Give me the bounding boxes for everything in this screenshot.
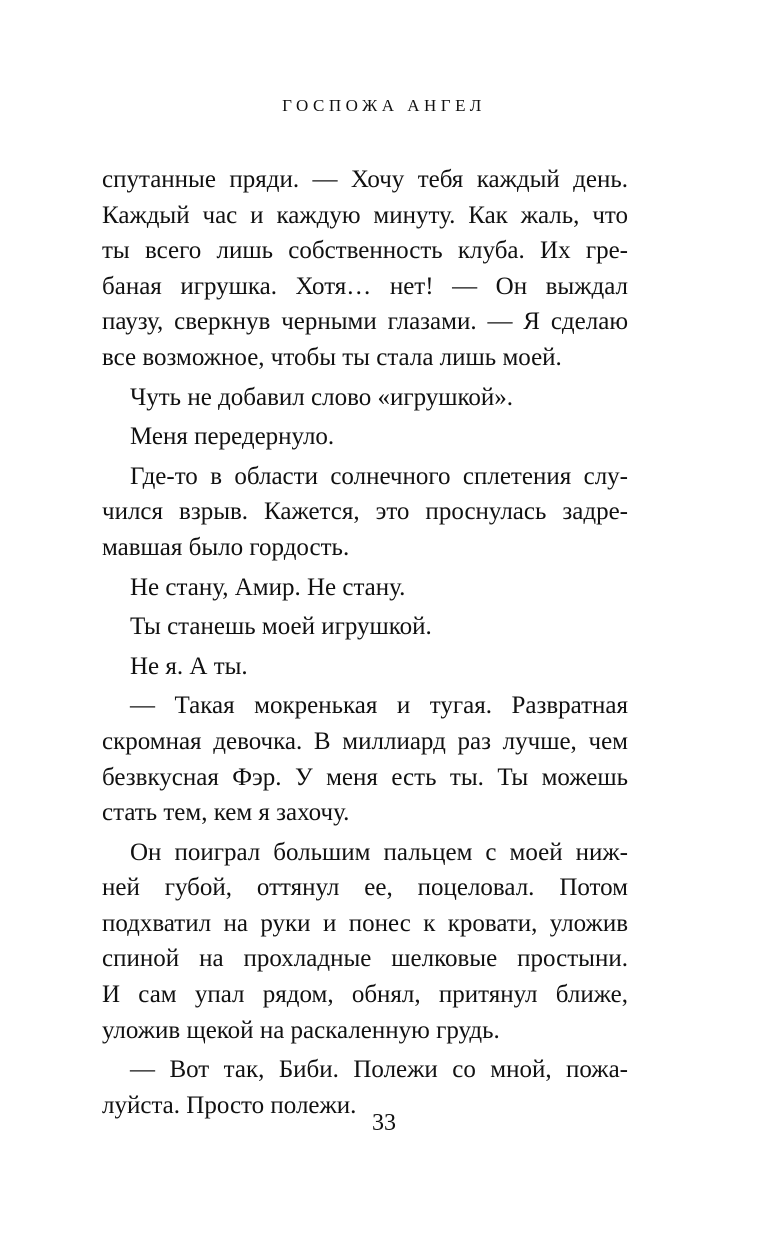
text-line: уложив щекой на раскаленную грудь. [102, 1016, 500, 1044]
paragraph [102, 459, 628, 566]
text-line: мавшая было гордость. [102, 533, 350, 561]
text-line: луйста. Просто полежи. [102, 1091, 357, 1119]
text-line: И сам упал рядом, обнял, притянул ближе, [102, 981, 628, 1009]
text-line: Каждый час и каждую минуту. Как жаль, что [102, 201, 628, 229]
text-line: ней губой, оттянул ее, поцеловал. Потом [102, 874, 628, 902]
paragraph [102, 649, 628, 685]
page-number: 33 [372, 1110, 396, 1136]
paragraph [102, 609, 628, 645]
text-line: спутанные пряди. — Хочу тебя каждый день. [102, 166, 628, 193]
text-line: скромная девочка. В миллиард раз лучше, чем [102, 727, 628, 755]
paragraph [102, 162, 628, 376]
text-line: — Вот так, Биби. Полежи со мной, пожа- [130, 1056, 628, 1084]
running-head: ГОСПОЖА АНГЕЛ [282, 96, 486, 115]
paragraph [102, 570, 628, 606]
text-line: Не стану, Амир. Не стану. [130, 573, 406, 601]
text-line: Не я. А ты. [130, 652, 248, 680]
text-line: чился взрыв. Кажется, это проснулась задре- [102, 498, 628, 526]
text-line: Он поиграл большим пальцем с моей ниж- [130, 838, 628, 866]
text-line: Чуть не добавил слово «игрушкой». [130, 383, 514, 411]
text-line: ты всего лишь собственность клуба. Их гре- [102, 237, 628, 265]
text-line: безвкусная Фэр. У меня есть ты. Ты можешь [102, 763, 628, 791]
text-line: подхватил на руки и понес к кровати, уложив [102, 909, 628, 937]
paragraph [102, 380, 628, 416]
text-line: Где-то в области солнечного сплетения слу- [130, 462, 628, 490]
text-line: — Такая мокренькая и тугая. Развратная [130, 692, 628, 720]
text-line: баная игрушка. Хотя… нет! — Он выждал [102, 272, 628, 300]
text-line: Меня передернуло. [130, 423, 335, 451]
text-line: все возможное, чтобы ты стала лишь моей. [102, 343, 562, 371]
paragraph [102, 835, 628, 1049]
text-line: Ты станешь моей игрушкой. [130, 613, 432, 641]
text-line: спиной на прохладные шелковые простыни. [102, 945, 628, 973]
paragraph [102, 419, 628, 455]
text-line: стать тем, кем я захочу. [102, 799, 350, 827]
body-text [102, 162, 628, 1123]
text-line: паузу, сверкнув черными глазами. — Я сделаю [102, 308, 628, 336]
paragraph [102, 688, 628, 830]
